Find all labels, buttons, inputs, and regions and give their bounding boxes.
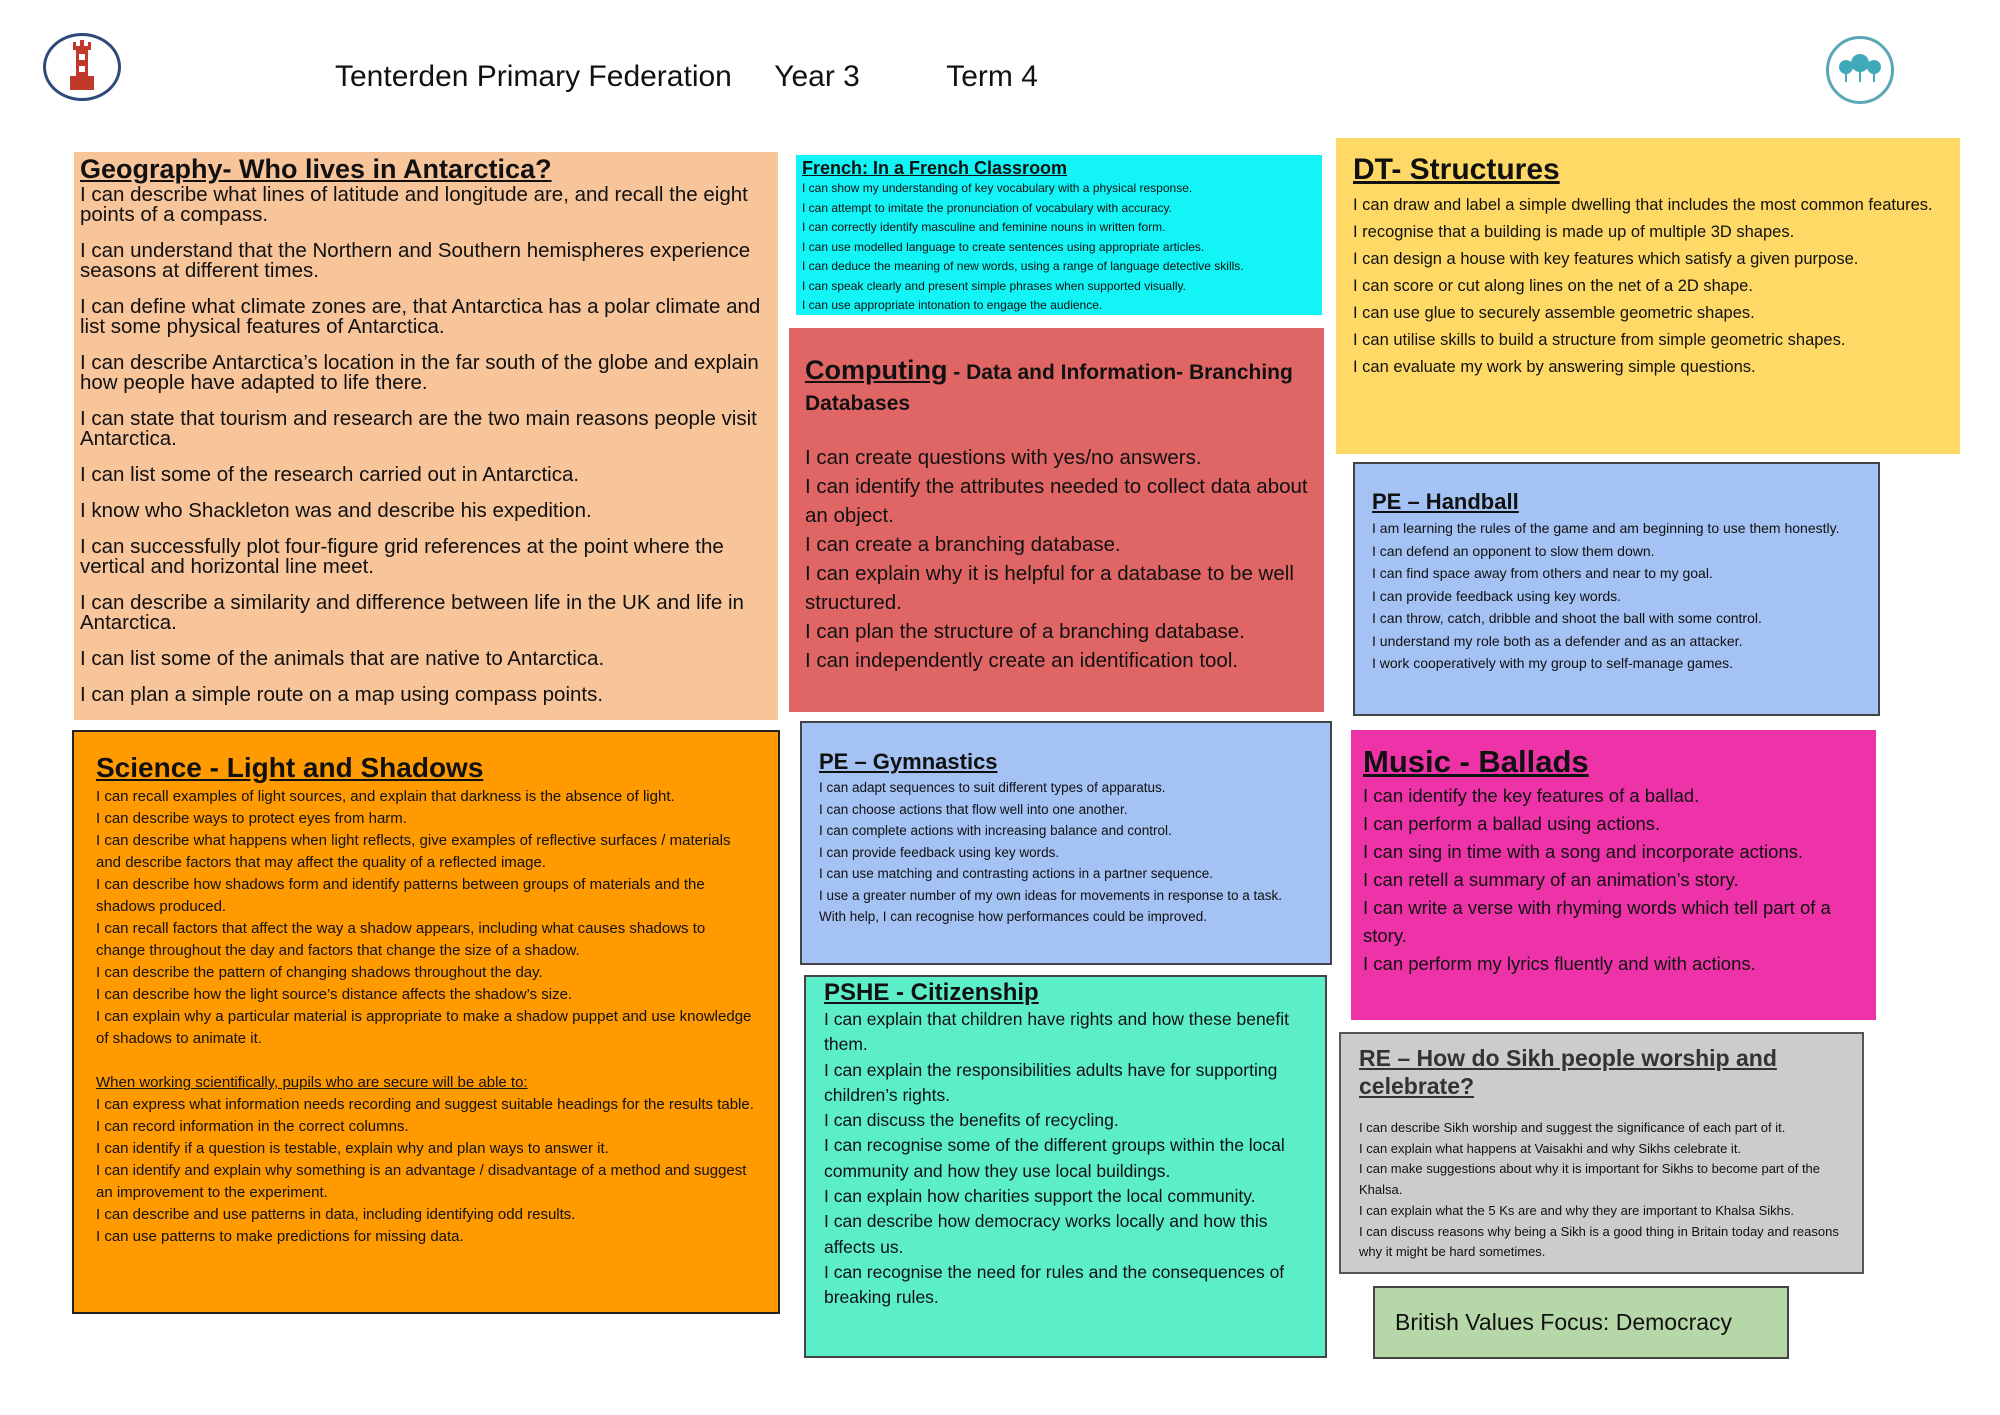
list-item: I can draw and label a simple dwelling that includes the most common features.	[1353, 196, 1933, 214]
pe-gymnastics-list	[819, 777, 1314, 928]
computing-list	[805, 443, 1308, 675]
british-values-box	[1373, 1286, 1789, 1359]
list-item: I can utilise skills to build a structure from simple geometric shapes.	[1353, 331, 1846, 349]
music-list	[1363, 782, 1864, 978]
trees-crest-icon	[1826, 36, 1894, 104]
science-box	[72, 730, 780, 1314]
list-item: I can show my understanding of key vocabulary with a physical response.	[802, 181, 1193, 195]
school-name: Tenterden Primary Federation	[335, 60, 732, 93]
year-label: Year 3	[774, 60, 860, 93]
list-item: I can discuss the benefits of recycling.	[824, 1110, 1119, 1131]
list-item: I can sing in time with a song and incorporate actions.	[1363, 841, 1804, 862]
list-item: I can correctly identify masculine and feminine nouns in written form.	[802, 220, 1166, 234]
page-header	[335, 60, 1038, 94]
french-title: French: In a French Classroom	[802, 158, 1068, 178]
list-item: I can describe a similarity and difference between life in the UK and life in Antarctica.	[80, 591, 744, 634]
list-item: I can throw, catch, dribble and shoot the ball with some control.	[1372, 610, 1762, 626]
list-item: I can explain what the 5 Ks are and why they are important to Khalsa Sikhs.	[1359, 1202, 1795, 1218]
pshe-list	[824, 1007, 1311, 1311]
list-item: I can record information in the correct columns.	[96, 1118, 409, 1135]
list-item: With help, I can recognise how performances could be improved.	[819, 909, 1207, 924]
list-item: I can adapt sequences to suit different types of apparatus.	[819, 780, 1166, 795]
dt-box	[1336, 138, 1960, 454]
pe-gymnastics-title: PE – Gymnastics	[819, 749, 998, 774]
list-item: I can speak clearly and present simple phrases when supported visually.	[802, 278, 1186, 293]
list-item: I know who Shackleton was and describe his expedition.	[80, 499, 592, 522]
list-item: I can discuss reasons why being a Sikh is a good thing in Britain today and reasons why it might be hard sometimes.	[1359, 1223, 1839, 1260]
list-item: I can attempt to imitate the pronunciation of vocabulary with accuracy.	[802, 200, 1172, 215]
list-item: I can define what climate zones are, that Antarctica has a polar climate and list some physical features of Antarctica.	[80, 295, 761, 338]
pe-gymnastics-box	[800, 721, 1332, 965]
list-item: I can deduce the meaning of new words, using a range of language detective skills.	[802, 259, 1244, 273]
list-item: I can use matching and contrasting actions in a partner sequence.	[819, 866, 1213, 881]
list-item: I can describe what happens when light reflects, give examples of reflective surfaces / materials and describe factors that may affect the quality of a reflected image.	[96, 832, 731, 871]
list-item: I can provide feedback using key words.	[1372, 587, 1622, 604]
computing-title: Computing	[805, 355, 948, 385]
british-values-text: British Values Focus: Democracy	[1395, 1309, 1733, 1335]
list-item: I can use patterns to make predictions for missing data.	[96, 1228, 464, 1245]
list-item: I can describe what lines of latitude and longitude are, and recall the eight points of a compass.	[80, 183, 748, 226]
pshe-title: PSHE - Citizenship	[824, 979, 1039, 1006]
pshe-box	[804, 975, 1327, 1358]
list-item: I can perform a ballad using actions.	[1363, 813, 1661, 834]
list-item: I can explain why it is helpful for a database to be well structured.	[805, 562, 1294, 614]
list-item: I can describe Sikh worship and suggest the significance of each part of it.	[1359, 1120, 1786, 1135]
computing-subtitle: - Data and Information- Branching Databases	[805, 361, 1293, 415]
list-item: I can state that tourism and research are the two main reasons people visit Antarctica.	[80, 407, 757, 450]
working-scientifically-heading: When working scientifically, pupils who are secure will be able to:	[96, 1074, 528, 1091]
list-item: I can describe and use patterns in data, including identifying odd results.	[96, 1206, 576, 1223]
list-item: I can create questions with yes/no answers.	[805, 446, 1202, 469]
music-title: Music - Ballads	[1363, 744, 1589, 779]
term-label: Term 4	[946, 60, 1038, 93]
list-item: I can create a branching database.	[805, 533, 1121, 556]
list-item: I can defend an opponent to slow them down.	[1372, 542, 1655, 559]
list-item: I can identify if a question is testable, explain why and plan ways to answer it.	[96, 1140, 609, 1157]
list-item: I can recognise some of the different groups within the local community and how they use local buildings.	[824, 1135, 1285, 1181]
list-item: I can write a verse with rhyming words which tell part of a story.	[1363, 897, 1831, 946]
list-item: I can explain why a particular material is appropriate to make a shadow puppet and use knowledge of shadows to animate it.	[96, 1008, 752, 1047]
list-item: I can describe Antarctica’s location in the far south of the globe and explain how people have adapted to life there.	[80, 351, 759, 394]
list-item: I can complete actions with increasing balance and control.	[819, 823, 1172, 838]
re-title: RE – How do Sikh people worship and celebrate?	[1359, 1045, 1777, 1099]
pe-handball-title: PE – Handball	[1372, 489, 1519, 514]
list-item: I can retell a summary of an animation’s story.	[1363, 869, 1739, 890]
science-title: Science - Light and Shadows	[96, 752, 484, 783]
list-item: I can make suggestions about why it is important for Sikhs to become part of the Khalsa.	[1359, 1161, 1821, 1198]
list-item: I can list some of the research carried out in Antarctica.	[80, 463, 580, 486]
geography-list	[80, 185, 772, 705]
list-item: I can use appropriate intonation to engage the audience.	[802, 298, 1103, 312]
list-item: I can explain the responsibilities adults have for supporting children’s rights.	[824, 1059, 1278, 1105]
list-item: I can find space away from others and near to my goal.	[1372, 565, 1713, 581]
list-item: I can express what information needs recording and suggest suitable headings for the results table.	[96, 1096, 754, 1113]
list-item: I can plan the structure of a branching database.	[805, 620, 1245, 643]
pe-handball-list	[1372, 517, 1862, 675]
list-item: I can describe the pattern of changing shadows throughout the day.	[96, 964, 543, 981]
list-item: I can perform my lyrics fluently and with actions.	[1363, 953, 1756, 974]
list-item: I use a greater number of my own ideas for movements in response to a task.	[819, 887, 1282, 903]
list-item: I recognise that a building is made up of multiple 3D shapes.	[1353, 223, 1795, 241]
science-list	[96, 786, 756, 1050]
list-item: I can explain what happens at Vaisakhi and why Sikhs celebrate it.	[1359, 1140, 1742, 1156]
french-box	[796, 155, 1322, 315]
list-item: I can recognise the need for rules and the consequences of breaking rules.	[824, 1261, 1285, 1308]
list-item: I am learning the rules of the game and am beginning to use them honestly.	[1372, 520, 1840, 536]
list-item: I can describe how the light source’s distance affects the shadow’s size.	[96, 986, 573, 1003]
list-item: I can evaluate my work by answering simple questions.	[1353, 358, 1756, 376]
list-item: I understand my role both as a defender and as an attacker.	[1372, 632, 1743, 649]
computing-heading	[805, 355, 1308, 419]
list-item: I can explain that children have rights and how these benefit them.	[824, 1009, 1290, 1055]
list-item: I can identify the key features of a ballad.	[1363, 785, 1700, 806]
music-box	[1351, 730, 1876, 1020]
list-item: I can identify the attributes needed to collect data about an object.	[805, 475, 1308, 527]
list-item: I can explain how charities support the local community.	[824, 1186, 1256, 1207]
list-item: I can use modelled language to create sentences using appropriate articles.	[802, 239, 1205, 254]
list-item: I can list some of the animals that are native to Antarctica.	[80, 647, 605, 670]
list-item: I can choose actions that flow well into one another.	[819, 801, 1128, 817]
dt-list	[1353, 192, 1944, 381]
list-item: I can understand that the Northern and Southern hemispheres experience seasons at different times.	[80, 239, 751, 282]
working-scientifically-list	[96, 1094, 756, 1248]
list-item: I work cooperatively with my group to self-manage games.	[1372, 655, 1734, 671]
list-item: I can score or cut along lines on the net of a 2D shape.	[1353, 277, 1753, 295]
list-item: I can describe how democracy works locally and how this affects us.	[824, 1211, 1268, 1257]
list-item: I can use glue to securely assemble geometric shapes.	[1353, 304, 1755, 322]
list-item: I can plan a simple route on a map using compass points.	[80, 683, 604, 706]
list-item: I can describe how shadows form and identify patterns between groups of materials and the shadows produced.	[96, 876, 705, 915]
french-list	[802, 179, 1316, 315]
dt-title: DT- Structures	[1353, 153, 1560, 186]
list-item: I can recall factors that affect the way a shadow appears, including what causes shadows to change throughout the day and factors that change the size of a shadow.	[96, 920, 706, 959]
church-tower-crest-icon	[43, 33, 121, 101]
list-item: I can successfully plot four-figure grid references at the point where the vertical and horizontal line meet.	[80, 535, 724, 578]
re-box	[1339, 1032, 1864, 1274]
pe-handball-box	[1353, 462, 1880, 716]
list-item: I can provide feedback using key words.	[819, 844, 1060, 860]
geography-box	[74, 152, 778, 720]
list-item: I can identify and explain why something is an advantage / disadvantage of a method and suggest an improvement to the experiment.	[96, 1162, 747, 1201]
list-item: I can design a house with key features which satisfy a given purpose.	[1353, 250, 1859, 268]
geography-title: Geography- Who lives in Antarctica?	[80, 154, 552, 184]
list-item: I can describe ways to protect eyes from harm.	[96, 810, 407, 827]
re-list	[1359, 1118, 1844, 1263]
list-item: I can recall examples of light sources, and explain that darkness is the absence of light.	[96, 788, 675, 805]
computing-box	[789, 328, 1324, 712]
list-item: I can independently create an identification tool.	[805, 649, 1239, 672]
